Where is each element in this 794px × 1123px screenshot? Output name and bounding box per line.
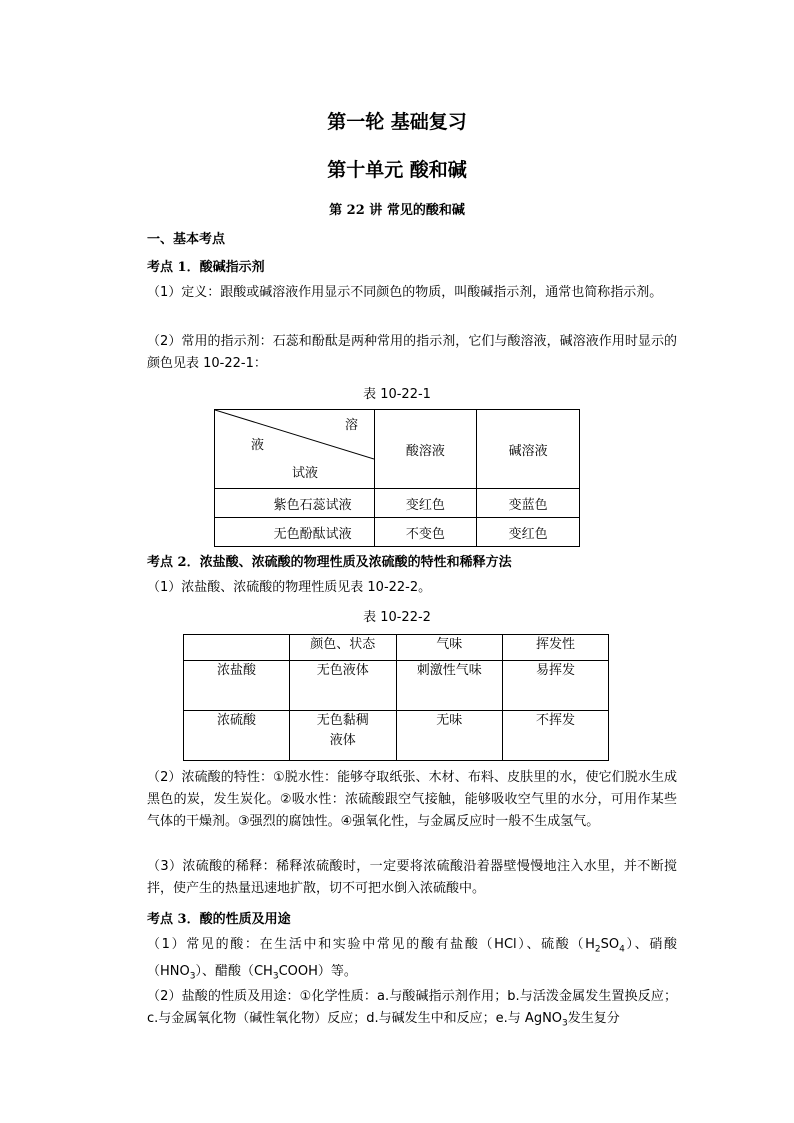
row-name: 浓盐酸 bbox=[184, 661, 290, 711]
text-run: （2）盐酸的性质及用途：①化学性质：a.与酸碱指示剂作用；b.与活泼金属发生置换反应；c.与金属氧化物（碱性氧化物）反应；d.与碱发生中和反应；e.与 AgNO bbox=[147, 989, 677, 1026]
col-base: 碱溶液 bbox=[477, 410, 580, 489]
row-name: 无色酚酞试液 bbox=[215, 518, 375, 547]
table1-caption: 表 10-22-1 bbox=[363, 387, 431, 402]
kp1-heading: 考点 1．酸碱指示剂 bbox=[147, 260, 265, 275]
cell-volatility: 易挥发 bbox=[502, 661, 608, 711]
cell-smell: 无味 bbox=[396, 711, 502, 761]
col-acid: 酸溶液 bbox=[374, 410, 477, 489]
cell-volatility: 不挥发 bbox=[502, 711, 608, 761]
cell-acid: 不变色 bbox=[374, 518, 477, 547]
diag-label-mid: 液 bbox=[251, 438, 265, 453]
kp2-heading: 考点 2．浓盐酸、浓硫酸的物理性质及浓硫酸的特性和稀释方法 bbox=[147, 555, 512, 570]
diagonal-header-cell bbox=[215, 410, 375, 489]
acid-properties-table bbox=[183, 634, 609, 761]
kp2-paragraph-1: （1）浓盐酸、浓硫酸的物理性质见表 10-22-2。 bbox=[147, 580, 432, 595]
table-row bbox=[215, 518, 580, 547]
diag-label-bottom: 试液 bbox=[292, 466, 319, 481]
section-heading: 一、基本考点 bbox=[147, 232, 226, 247]
cell-base: 变蓝色 bbox=[477, 489, 580, 518]
text-run: ）、硝酸（HNO bbox=[147, 937, 677, 979]
diag-label-top: 溶 bbox=[345, 418, 359, 433]
row-name: 紫色石蕊试液 bbox=[215, 489, 375, 518]
subscript: 2 bbox=[594, 944, 601, 955]
cell-smell: 刺激性气味 bbox=[396, 661, 502, 711]
header-state: 颜色、状态 bbox=[290, 635, 397, 661]
kp2-paragraph-2: （2）浓硫酸的特性：①脱水性：能够夺取纸张、木材、布料、皮肤里的水，使它们脱水生成黑色的炭，发生炭化。②吸水性：浓硫酸跟空气接触，能够吸收空气里的水分，可用作某些气体的干燥剂。③强烈的腐蚀性。④强氧化性，与金属反应时一般不生成氢气。 bbox=[147, 770, 677, 829]
kp1-paragraph-1: （1）定义：跟酸或碱溶液作用显示不同颜色的物质，叫酸碱指示剂，通常也简称指示剂。 bbox=[147, 285, 663, 300]
indicator-table bbox=[214, 409, 580, 547]
kp2-paragraph-3: （3）浓硫酸的稀释：稀释浓硫酸时，一定要将浓硫酸沿着器壁慢慢地注入水里，并不断搅拌，使产生的热量迅速地扩散，切不可把水倒入浓硫酸中。 bbox=[147, 859, 677, 896]
kp1-paragraph-2: （2）常用的指示剂：石蕊和酚酞是两种常用的指示剂，它们与酸溶液，碱溶液作用时显示的颜色见表 10-22-1： bbox=[147, 334, 677, 371]
table2-caption: 表 10-22-2 bbox=[363, 610, 431, 625]
cell-base: 变红色 bbox=[477, 518, 580, 547]
text-run: ）、醋酸（CH bbox=[195, 963, 273, 979]
unit-title: 第十单元 酸和碱 bbox=[327, 159, 467, 181]
subscript: 3 bbox=[562, 1018, 568, 1029]
kp3-paragraph-1 bbox=[147, 934, 677, 987]
header-empty bbox=[184, 635, 290, 661]
kp3-heading: 考点 3．酸的性质及用途 bbox=[147, 912, 291, 927]
kp3-paragraph-2 bbox=[147, 986, 677, 1035]
text-run: COOH）等。 bbox=[278, 963, 357, 979]
lecture-title: 第 22 讲 常见的酸和碱 bbox=[329, 203, 465, 218]
table-row bbox=[215, 489, 580, 518]
text-run: SO bbox=[600, 937, 620, 952]
subscript: 3 bbox=[272, 971, 279, 982]
cell-acid: 变红色 bbox=[374, 489, 477, 518]
header-volatility: 挥发性 bbox=[502, 635, 608, 661]
row-name: 浓硫酸 bbox=[184, 711, 290, 761]
subscript: 3 bbox=[189, 971, 196, 982]
table-row bbox=[184, 661, 609, 711]
text-run: （1）常见的酸：在生活中和实验中常见的酸有盐酸（HCl）、硫酸（H bbox=[147, 937, 595, 952]
cell-state: 无色液体 bbox=[290, 661, 397, 711]
text-run: 发生复分 bbox=[567, 1011, 620, 1026]
header-smell: 气味 bbox=[396, 635, 502, 661]
table-row bbox=[184, 711, 609, 761]
round-title: 第一轮 基础复习 bbox=[327, 111, 467, 133]
cell-state: 无色黏稠液体 bbox=[290, 711, 397, 761]
subscript: 4 bbox=[619, 944, 625, 955]
